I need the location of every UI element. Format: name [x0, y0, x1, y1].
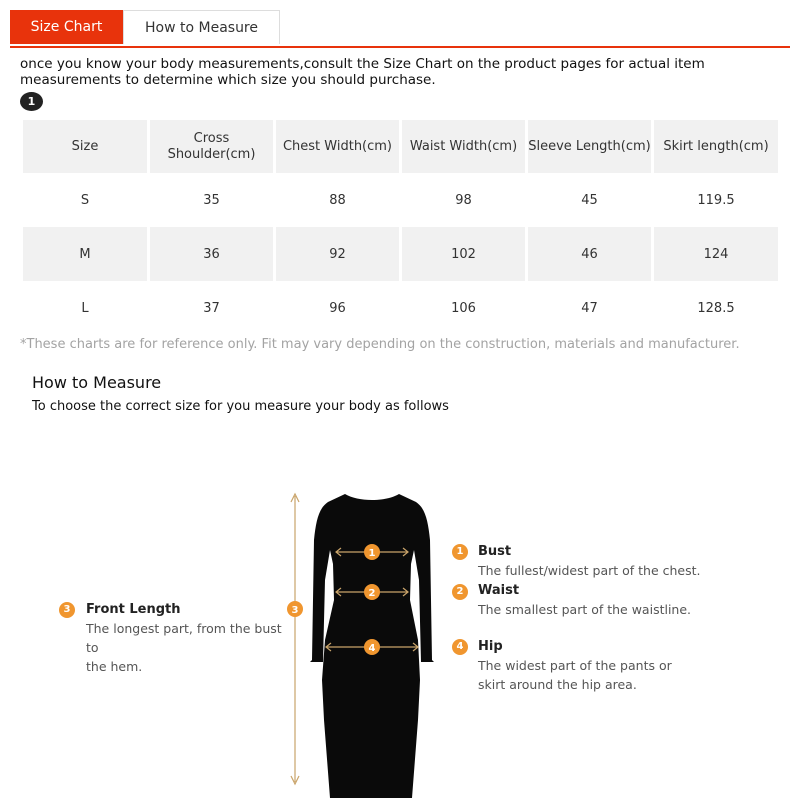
- front-length-desc-line1: The longest part, from the bust to: [86, 621, 282, 655]
- table-row: [23, 281, 778, 335]
- bust-desc: The fullest/widest part of the chest.: [478, 563, 701, 578]
- hip-label: [478, 637, 778, 694]
- bust-label: [478, 542, 778, 580]
- svg-text:1: 1: [368, 548, 376, 559]
- cell-skirt-length: 128.5: [697, 300, 735, 316]
- svg-text:2: 2: [368, 588, 376, 599]
- table-header-row: [23, 120, 778, 173]
- cell-cross-shoulder: 35: [203, 192, 220, 208]
- svg-text:4: 4: [368, 643, 376, 654]
- svg-text:3: 3: [291, 605, 299, 616]
- table-row: [23, 173, 778, 227]
- intro-text: once you know your body measurements,consult the Size Chart on the product pages for actual item measurements to determine which size you should purchase.: [20, 56, 705, 88]
- tab-how-to-measure[interactable]: How to Measure: [123, 10, 280, 44]
- header-size: Size: [23, 120, 147, 173]
- cell-waist-width: 98: [455, 192, 472, 208]
- front-length-number-icon: 3: [59, 602, 75, 618]
- cell-chest-width: 92: [276, 227, 399, 281]
- cell-sleeve-length: 47: [581, 300, 598, 316]
- waist-label: [478, 581, 778, 619]
- cell-skirt-length: 124: [654, 227, 778, 281]
- cell-cross-shoulder: 36: [150, 227, 273, 281]
- disclaimer-note: *These charts are for reference only. Fit may vary depending on the construction, materials and manufacturer.: [20, 337, 740, 352]
- table-row: [23, 227, 778, 281]
- marker-bust-on-dress: [364, 544, 380, 560]
- cell-chest-width: 88: [329, 192, 346, 208]
- cell-waist-width: 102: [402, 227, 525, 281]
- front-length-desc-line2: the hem.: [86, 659, 143, 674]
- marker-waist-on-dress: [364, 584, 380, 600]
- hip-title: Hip: [478, 639, 503, 654]
- cell-size: M: [23, 227, 147, 281]
- tab-bar: [10, 10, 790, 48]
- step-number-badge: 1: [20, 92, 43, 111]
- marker-hip-on-dress: [364, 639, 380, 655]
- front-length-title: Front Length: [86, 602, 181, 617]
- header-sleeve-length: Sleeve Length(cm): [528, 120, 651, 173]
- measurement-figure: [0, 480, 800, 800]
- hip-desc-line2: skirt around the hip area.: [478, 677, 637, 692]
- how-to-measure-title: How to Measure: [32, 373, 162, 392]
- hip-number-icon: 4: [452, 639, 468, 655]
- cell-size: L: [81, 300, 89, 316]
- waist-desc: The smallest part of the waistline.: [478, 602, 692, 617]
- header-chest-width: Chest Width(cm): [276, 120, 399, 173]
- waist-number-icon: 2: [452, 584, 468, 600]
- cell-waist-width: 106: [451, 300, 476, 316]
- bust-title: Bust: [478, 544, 512, 559]
- cell-sleeve-length: 46: [528, 227, 651, 281]
- hip-desc-line1: The widest part of the pants or: [478, 658, 672, 673]
- tab-size-chart[interactable]: Size Chart: [10, 10, 123, 44]
- size-chart-table: [20, 120, 781, 335]
- how-to-measure-subtitle: To choose the correct size for you measure your body as follows: [32, 399, 449, 414]
- cell-size: S: [80, 192, 90, 208]
- header-waist-width: Waist Width(cm): [402, 120, 525, 173]
- waist-title: Waist: [478, 583, 520, 598]
- header-cross-shoulder: Cross Shoulder(cm): [150, 120, 273, 173]
- front-length-label: [86, 600, 296, 676]
- header-skirt-length: Skirt length(cm): [654, 120, 778, 173]
- cell-skirt-length: 119.5: [697, 192, 735, 208]
- cell-sleeve-length: 45: [581, 192, 598, 208]
- cell-cross-shoulder: 37: [203, 300, 220, 316]
- cell-chest-width: 96: [329, 300, 346, 316]
- bust-number-icon: 1: [452, 544, 468, 560]
